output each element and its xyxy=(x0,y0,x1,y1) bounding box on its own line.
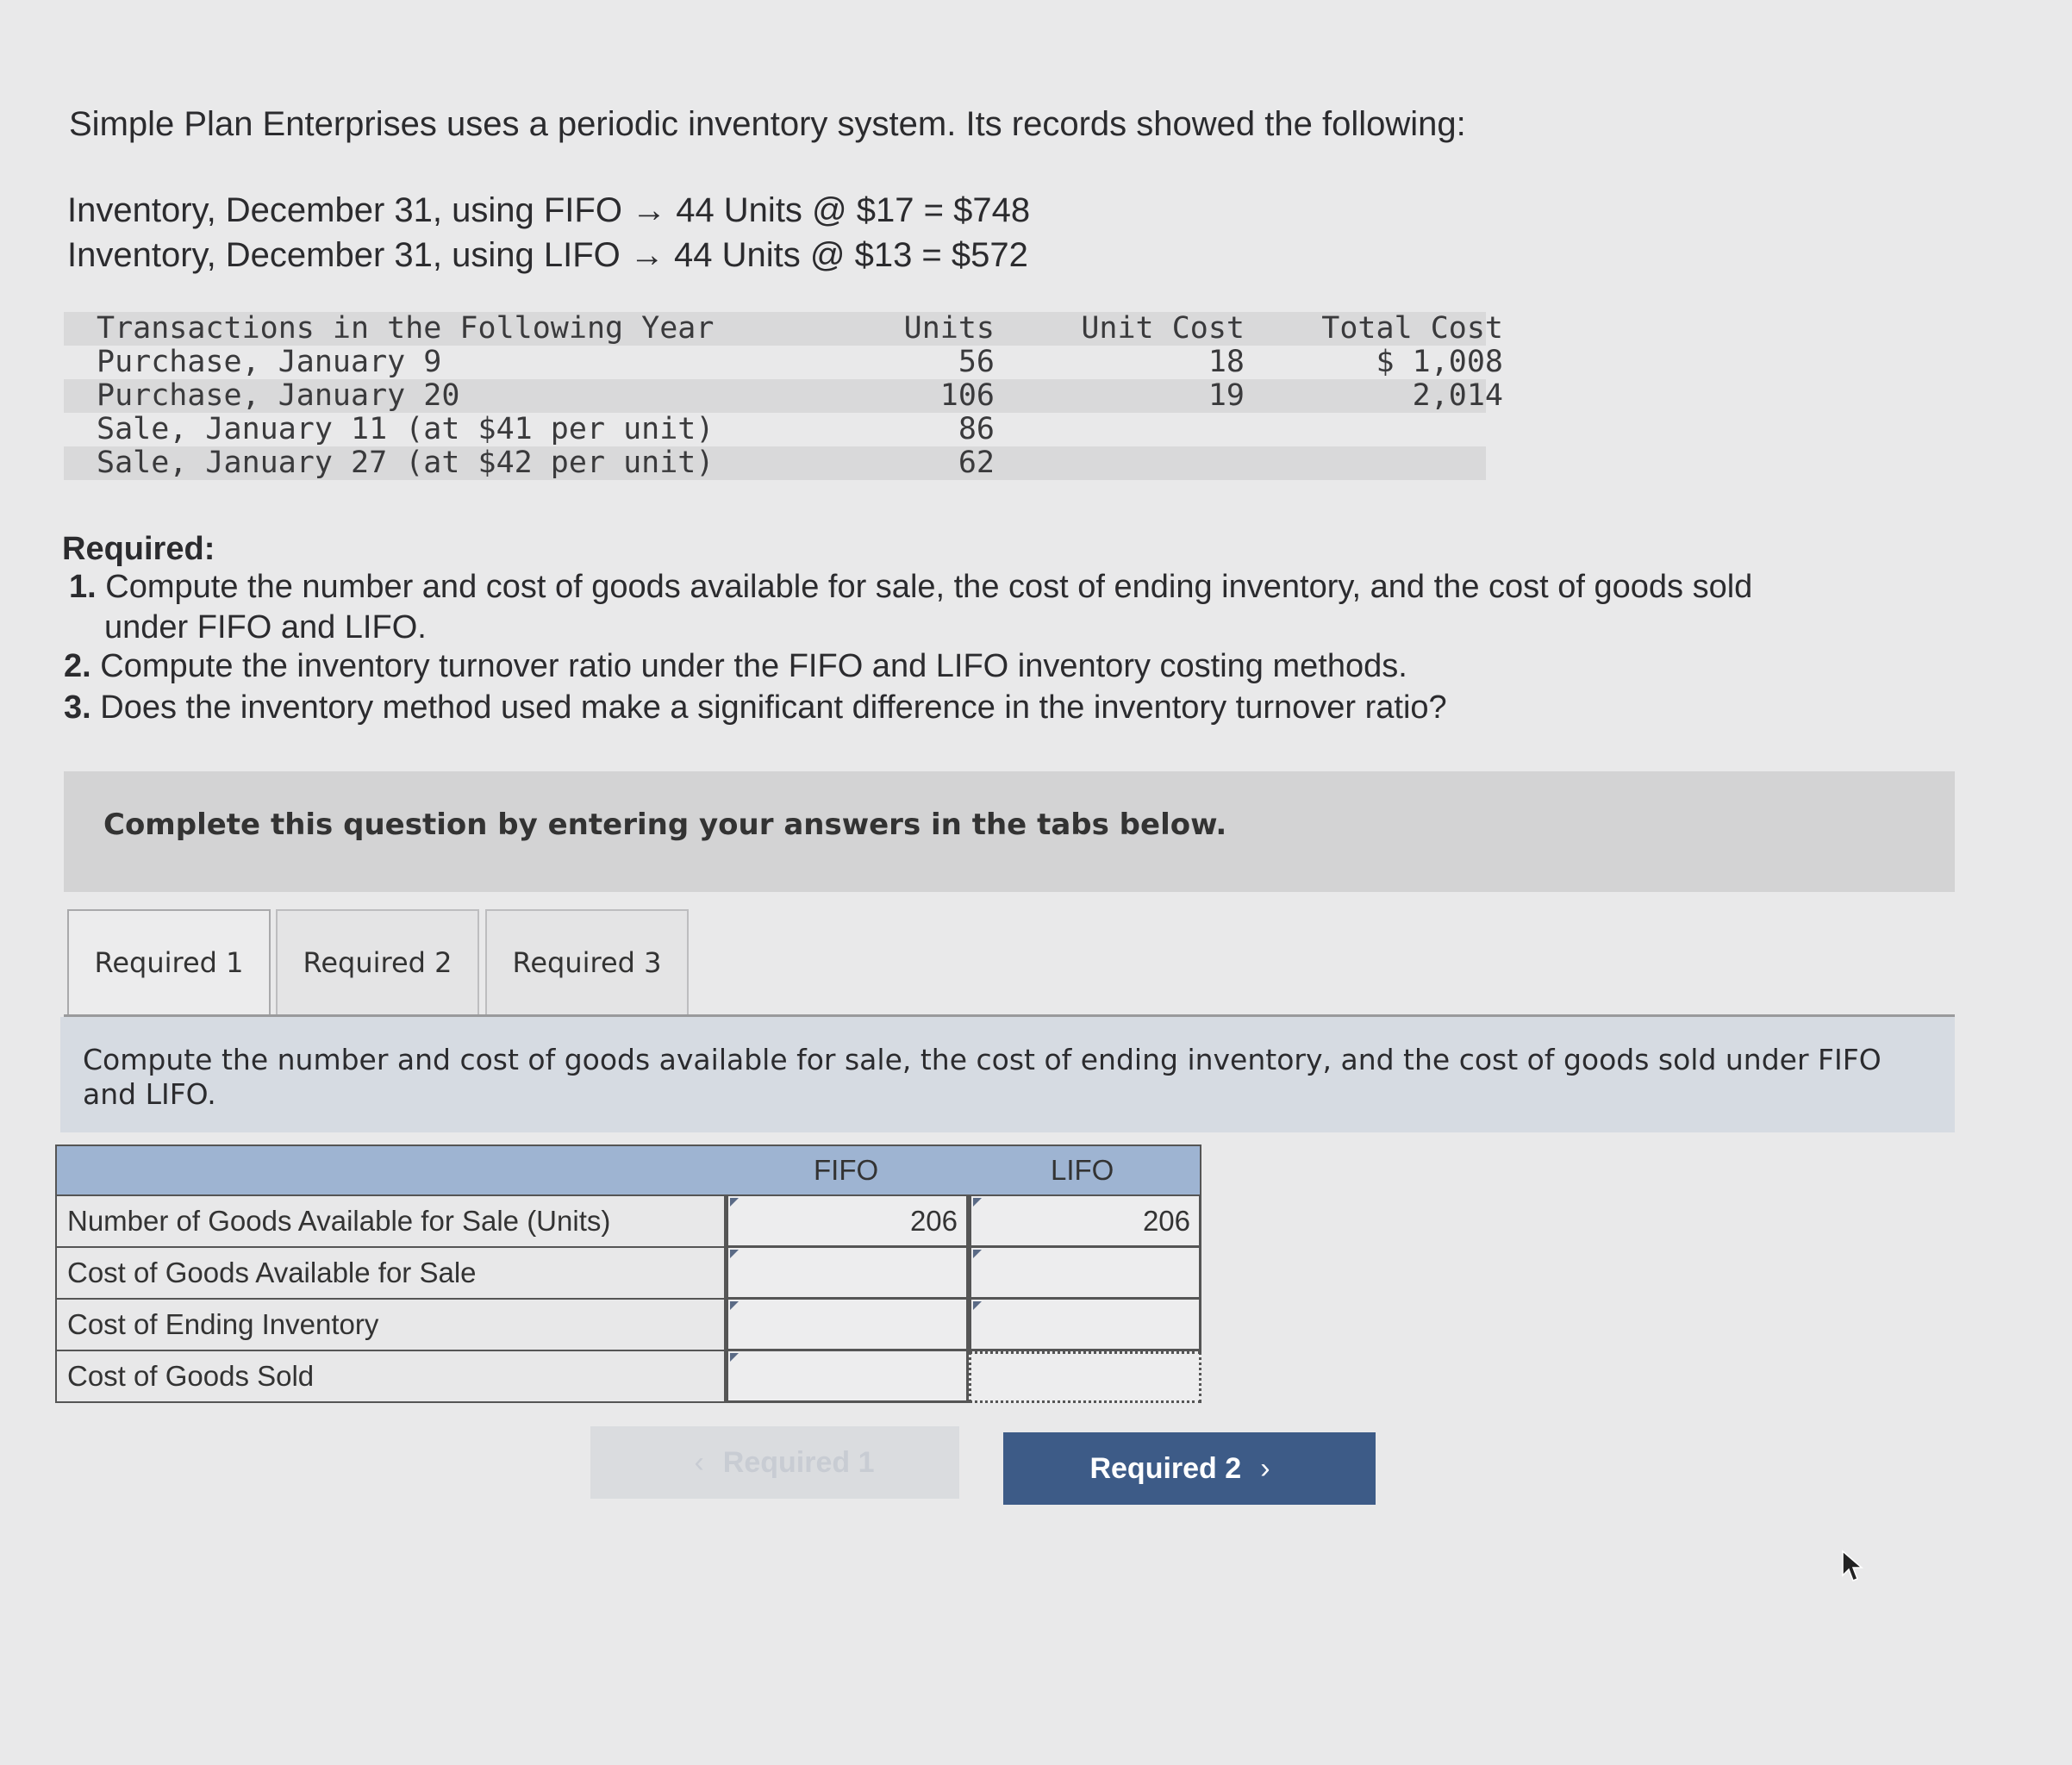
input-flag-icon xyxy=(730,1301,739,1310)
table-row xyxy=(64,446,1486,480)
required-title: Required: xyxy=(62,531,215,567)
banner-text: Complete this question by entering your answers in the tabs below. xyxy=(103,808,1227,842)
input-flag-icon xyxy=(973,1301,982,1310)
row-label-cost-goods-available: Cost of Goods Available for Sale xyxy=(55,1248,726,1300)
prev-required-1-button[interactable] xyxy=(590,1426,959,1499)
required-item-3-text: Does the inventory method used make a significant difference in the inventory turnover ratio? xyxy=(100,689,1447,726)
next-required-2-button[interactable] xyxy=(1003,1432,1376,1505)
table-row xyxy=(64,413,1486,446)
transactions-table xyxy=(64,311,1503,480)
mouse-pointer-icon xyxy=(1841,1550,1867,1584)
cell-units: 106 xyxy=(939,378,995,413)
cell-units: 86 xyxy=(958,412,995,446)
cell-total-cost: 2,014 xyxy=(1412,378,1503,413)
lifo-goods-available-units-value: 206 xyxy=(1142,1205,1190,1237)
required-item-1-text: Compute the number and cost of goods available for sale, the cost of ending inventory, and the cost of goods sold xyxy=(105,569,1753,605)
lifo-cost-ending-inventory-input[interactable] xyxy=(969,1300,1201,1351)
fifo-cost-goods-available-input[interactable] xyxy=(726,1248,969,1300)
answer-table-header xyxy=(55,1144,1201,1196)
row-label-cost-goods-sold: Cost of Goods Sold xyxy=(55,1351,726,1403)
next-button-label: Required 2 xyxy=(1089,1451,1242,1485)
inventory-lifo-line: Inventory, December 31, using LIFO → 44 Units @ $13 = $572 xyxy=(67,236,1028,274)
lifo-cost-goods-sold-input[interactable] xyxy=(969,1351,1201,1403)
input-flag-icon xyxy=(973,1250,982,1258)
lifo-goods-available-units-input[interactable] xyxy=(969,1196,1201,1248)
required-item-2-text: Compute the inventory turnover ratio under the FIFO and LIFO inventory costing methods. xyxy=(100,648,1407,684)
row-label-goods-available-units: Number of Goods Available for Sale (Units) xyxy=(55,1196,726,1248)
column-lifo: LIFO xyxy=(1051,1154,1114,1186)
cell-transaction: Purchase, January 20 xyxy=(97,378,460,413)
required-item-1 xyxy=(69,569,1752,606)
required-item-1-number: 1. xyxy=(69,569,97,605)
input-flag-icon xyxy=(973,1198,982,1207)
table-row xyxy=(64,378,1503,413)
tab-required-2[interactable]: Required 2 xyxy=(276,909,479,1014)
cell-total-cost: $ 1,008 xyxy=(1376,345,1503,379)
fifo-goods-available-units-input[interactable] xyxy=(726,1196,969,1248)
input-flag-icon xyxy=(730,1198,739,1207)
row-label-cost-ending-inventory: Cost of Ending Inventory xyxy=(55,1300,726,1351)
column-fifo: FIFO xyxy=(814,1154,879,1186)
cell-unit-cost: 19 xyxy=(1208,378,1245,413)
table-row xyxy=(64,345,1503,379)
fifo-cost-ending-inventory-input[interactable] xyxy=(726,1300,969,1351)
chevron-left-icon: ‹ xyxy=(694,1445,704,1479)
prev-button-label: Required 1 xyxy=(722,1445,875,1479)
cell-unit-cost: 18 xyxy=(1208,345,1245,379)
instruction-text: Compute the number and cost of goods available for sale, the cost of ending inventory, and the cost of goods sold under FIFO and LIFO. xyxy=(83,1043,1882,1111)
header-unit-cost: Unit Cost xyxy=(1081,311,1245,346)
required-item-3-number: 3. xyxy=(64,689,91,726)
cell-units: 56 xyxy=(958,345,995,379)
lifo-cost-goods-available-input[interactable] xyxy=(969,1248,1201,1300)
header-transactions: Transactions in the Following Year xyxy=(97,311,715,346)
instruction-panel xyxy=(60,1017,1955,1132)
cell-transaction: Sale, January 11 (at $41 per unit) xyxy=(97,412,715,446)
fifo-cost-goods-sold-input[interactable] xyxy=(726,1351,969,1403)
tab-required-3[interactable]: Required 3 xyxy=(485,909,689,1014)
required-item-3 xyxy=(64,689,1447,727)
problem-intro: Simple Plan Enterprises uses a periodic inventory system. Its records showed the following: xyxy=(69,105,1466,143)
cell-transaction: Purchase, January 9 xyxy=(97,345,442,379)
cell-transaction: Sale, January 27 (at $42 per unit) xyxy=(97,446,715,480)
input-flag-icon xyxy=(730,1250,739,1258)
required-item-2 xyxy=(64,648,1407,685)
inventory-fifo-line: Inventory, December 31, using FIFO → 44 Units @ $17 = $748 xyxy=(67,191,1031,229)
required-item-1-continuation: under FIFO and LIFO. xyxy=(104,609,427,646)
cell-units: 62 xyxy=(958,446,995,480)
fifo-goods-available-units-value: 206 xyxy=(909,1205,958,1237)
header-units: Units xyxy=(903,311,995,346)
header-total-cost: Total Cost xyxy=(1321,311,1503,346)
input-flag-icon xyxy=(730,1353,739,1362)
instructions-banner xyxy=(64,771,1955,892)
required-item-2-number: 2. xyxy=(64,648,91,684)
transactions-header-row xyxy=(64,311,1503,346)
chevron-right-icon: › xyxy=(1260,1451,1270,1485)
tab-required-1[interactable]: Required 1 xyxy=(67,909,271,1014)
